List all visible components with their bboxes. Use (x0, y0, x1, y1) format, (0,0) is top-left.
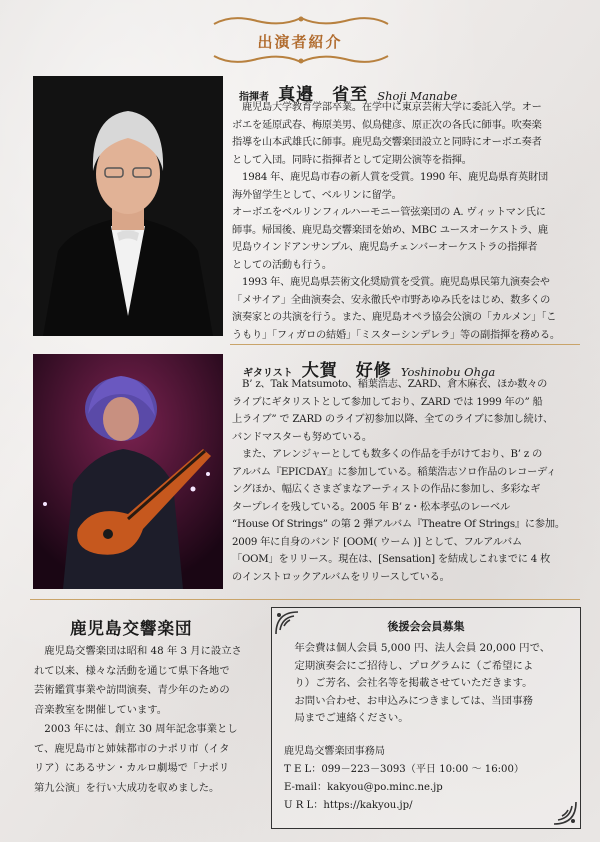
supporters-line: り）ご芳名、会社名等を掲載させていただきます。 (284, 677, 533, 689)
bio-line: 海外留学生として、ベルリンに留学。 (232, 189, 402, 201)
conductor-role: 指揮者 (239, 92, 269, 103)
bio-line: 1984 年、鹿児島市春の新人賞を受賞。1990 年、鹿児島県育英財団 (232, 172, 549, 183)
conductor-name-jp: 真邉 省至 (278, 85, 369, 105)
supporters-title: 後援会会員募集 (387, 620, 465, 633)
orchestra-line: て、鹿児島市と姉妹都市のナポリ市（イタ (34, 742, 230, 755)
guitarist-role: ギタリスト (243, 368, 293, 379)
orchestra-line: 音楽教室を開催しています。 (34, 703, 168, 716)
top-ornament (212, 14, 390, 28)
supporters-line: お問い合わせ、お申込みにつきましては、当団事務 (284, 694, 533, 707)
supporters-line: 定期演奏会にご招待し、プログラムに（ご希望によ (284, 659, 534, 672)
bio-line: B’ z、Tak Matsumoto、稲葉浩志、ZARD、倉木麻衣、ほか数々の (232, 379, 548, 390)
contact-url[interactable]: U R L：https://kakyou.jp/ (284, 800, 413, 811)
bio-line: うもり」「フィガロの結婚」「ミスターシンデレラ」等の副指揮を務める。 (232, 329, 560, 341)
contact-tel: T E L：099－223－3093（平日 10:00 ～ 16:00） (284, 764, 524, 775)
section-divider (230, 344, 580, 345)
supporters-line: 年会費は個人会員 5,000 円、法人会員 20,000 円で、 (284, 642, 551, 654)
bio-line: 指導を山本武雄氏に師事。鹿児島交響楽団設立と同時にオーボエ奏者 (232, 137, 542, 148)
orchestra-line: 芸術鑑賞事業や訪問演奏、青少年のための (34, 684, 230, 696)
bio-line: 鹿児島大学教育学部卒業。在学中に東京芸術大学に委託入学。オー (232, 102, 542, 113)
bio-line: 1993 年、鹿児島県芸術文化奨励賞を受賞。鹿児島県民第九演奏会や (232, 277, 550, 288)
orchestra-line: 第九公演」を行い大成功を収めました。 (34, 781, 220, 794)
bio-line: 師事。帰国後、鹿児島交響楽団を始め、MBC ユースオーケストラ、鹿 (232, 224, 548, 236)
orchestra-line: れて以来、様々な活動を通じて県下各地で (34, 664, 230, 677)
bio-line: 「メサイア」全曲演奏会、安永徹氏や市野あゆみ氏をはじめ、数多くの (232, 294, 551, 306)
supporters-box (271, 607, 581, 829)
bio-line: 上ライブ” で ZARD のライブ初参加以降、全てのライブに参加し続け、 (232, 414, 554, 425)
contact-email[interactable]: E-mail：kakyou@po.minc.ne.jp (284, 782, 443, 793)
section-divider (30, 599, 580, 600)
bio-line: ングほか、幅広くさまざまなアーティストの作品に参加し、多彩なギ (232, 484, 541, 495)
orchestra-line: 鹿児島交響楽団は昭和 48 年 3 月に設立さ (34, 645, 242, 657)
bio-line: また、アレンジャーとしても数多くの作品を手がけており、B’ z の (232, 449, 543, 460)
guitarist-bio (232, 376, 565, 586)
office-name: 鹿児島交響楽団事務局 (284, 746, 385, 757)
supporters-line: 局までご連絡ください。 (284, 712, 409, 724)
guitarist-name-en: Yoshinobu Ohga (400, 365, 496, 379)
supporters-text (284, 640, 550, 728)
bio-line: 演奏家との共演を行う。また、鹿児島オペラ協会公演の「カルメン」「こ (232, 312, 557, 323)
corner-ornament-icon (552, 800, 578, 826)
contact-info (284, 743, 524, 815)
bio-line: 2009 年に自身のバンド [OOM( ウーム )] として、フルアルバム (232, 536, 522, 548)
bio-line: としての活動も行う。 (232, 259, 332, 271)
bio-line: のインストロックアルバムをリリースしている。 (232, 571, 450, 583)
bio-line: ライブにギタリストとして参加しており、ZARD では 1999 年の” 船 (232, 396, 543, 408)
bio-line: バンドマスターも努めている。 (232, 431, 372, 443)
orchestra-text (34, 642, 242, 798)
conductor-photo (33, 76, 223, 336)
guitarist-name-jp: 大賀 好修 (301, 361, 392, 381)
conductor-bio (232, 99, 560, 344)
orchestra-line: リア）にあるサン・カルロ劇場で「ナポリ (34, 762, 230, 774)
bio-line: ボエを延原武春、梅原美男、似鳥健彦、原正次の各氏に師事。吹奏楽 (232, 119, 542, 131)
bio-line: オーボエをベルリンフィルハーモニー管弦楽団の A. ヴィットマン氏に (232, 207, 546, 218)
bio-line: として入団。同時に指揮者として定期公演等を指揮。 (232, 154, 472, 166)
bio-line: タープレイを残している。2005 年 B’ z・松本孝弘のレーベル (232, 501, 511, 513)
conductor-name-en: Shoji Manabe (377, 89, 458, 103)
guitarist-photo (33, 354, 223, 589)
bio-line: 児島ウインドアンサンブル、鹿児島チェンバーオーケストラの指揮者 (232, 242, 538, 253)
orchestra-line: 2003 年には、創立 30 周年記念事業とし (34, 723, 238, 735)
bio-line: 「OOM」をリリース。現在は、[Sensation] を結成しこれまでに 4 枚 (232, 554, 551, 565)
section-title: 出演者紹介 (257, 33, 343, 51)
bio-line: “House Of Strings” の第 2 弾アルバム『Theatre Of Strings』に参加。 (232, 519, 565, 530)
bottom-ornament (212, 52, 390, 66)
bio-line: アルバム『EPICDAY』に参加している。稲葉浩志ソロ作品のレコーディ (232, 466, 557, 478)
orchestra-title: 鹿児島交響楽団 (70, 619, 193, 638)
